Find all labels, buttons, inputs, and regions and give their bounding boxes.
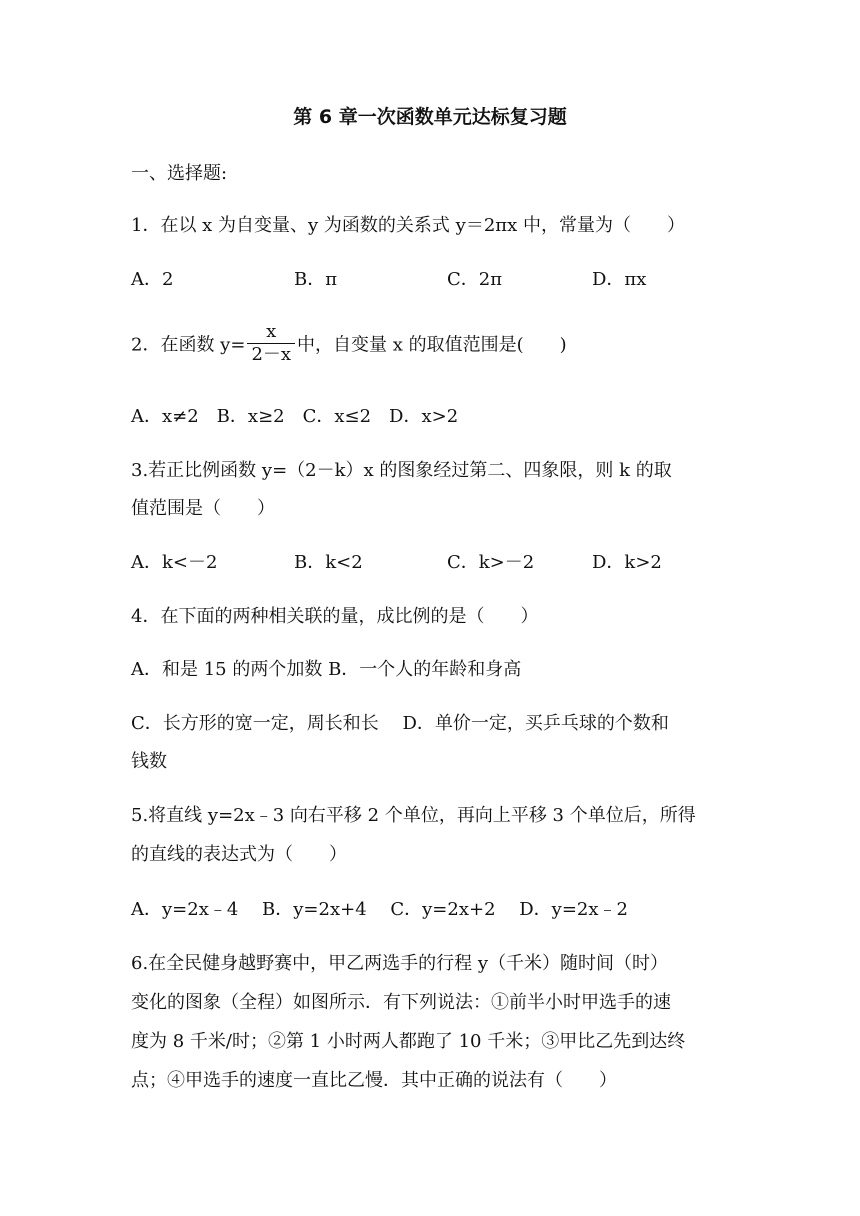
question-4-options-line-1: A．和是 15 的两个加数 B．一个人的年龄和身高 [131,659,522,680]
question-4-options-line-2: C．长方形的宽一定，周长和长 D．单价一定，买乒乓球的个数和 [131,713,669,734]
q3-option-b: B．k<2 [294,552,363,573]
question-2-options: A．x≠2 B．x≥2 C．x≤2 D．x>2 [131,406,459,427]
question-3-stem-line-2: 值范围是（ ） [131,498,275,519]
question-5-stem-line-1: 5.将直线 y=2x﹣3 向右平移 2 个单位，再向上平移 3 个单位后，所得 [131,805,696,826]
q1-option-c: C．2π [447,269,503,290]
section-heading: 一、选择题: [131,163,228,184]
document-title: 第 6 章一次函数单元达标复习题 [293,106,567,128]
q3-option-d: D．k>2 [592,552,662,573]
question-2-stem [131,323,740,368]
question-6-stem-line-4: 点；④甲选手的速度一直比乙慢．其中正确的说法有（ ） [131,1070,617,1091]
question-6-stem-line-3: 度为 8 千米/时；②第 1 小时两人都跑了 10 千米；③甲比乙先到达终 [131,1031,686,1052]
question-1-stem: 1．在以 x 为自变量、y 为函数的关系式 y＝2πx 中，常量为（ ） [131,215,685,236]
q2-fraction-denominator: 2－x [247,343,295,366]
q2-stem-suffix: 中，自变量 x 的取值范围是( ) [297,334,567,356]
q2-stem-prefix: 2．在函数 y= [131,334,246,356]
question-6-stem-line-1: 6.在全民健身越野赛中，甲乙两选手的行程 y（千米）随时间（时） [131,953,669,974]
q1-option-a: A．2 [131,269,174,290]
question-5-stem-line-2: 的直线的表达式为（ ） [131,844,347,865]
q3-option-c: C．k>－2 [447,552,535,573]
q2-fraction-numerator: x [266,321,277,342]
q3-option-a: A．k<－2 [131,552,218,573]
question-4-options-line-3: 钱数 [131,751,167,772]
q1-option-d: D．πx [592,269,647,290]
question-6-stem-line-2: 变化的图象（全程）如图所示．有下列说法：①前半小时甲选手的速 [131,992,671,1013]
q1-option-b: B．π [294,269,338,290]
question-5-options: A．y=2x﹣4 B．y=2x+4 C．y=2x+2 D．y=2x﹣2 [131,899,628,920]
question-3-stem-line-1: 3.若正比例函数 y=（2－k）x 的图象经过第二、四象限，则 k 的取 [131,460,672,481]
question-4-stem: 4．在下面的两种相关联的量，成比例的是（ ） [131,606,539,627]
q2-fraction [247,321,295,366]
